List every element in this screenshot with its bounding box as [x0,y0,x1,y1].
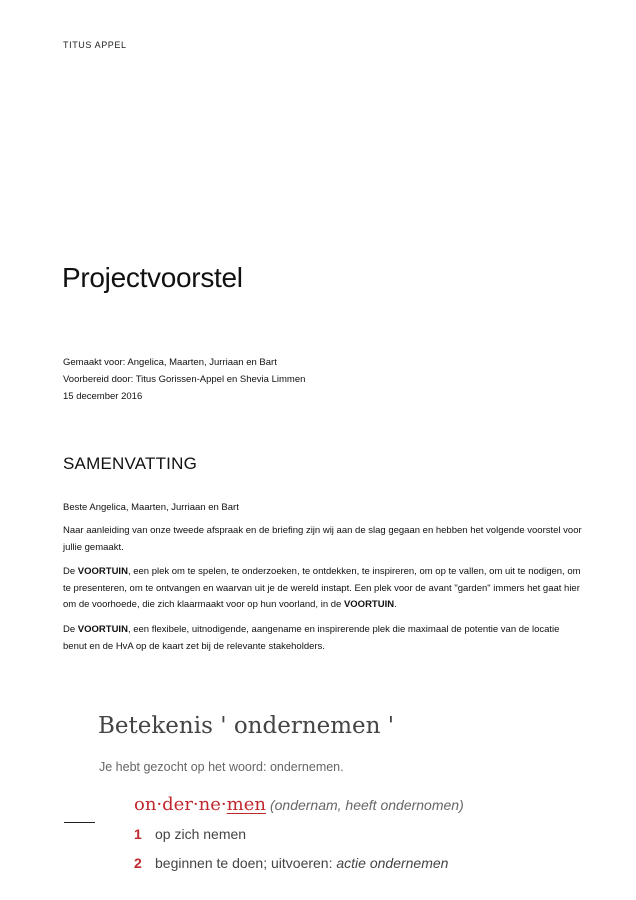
dictionary-entry [134,794,464,815]
brand-term: VOORTUIN [77,624,128,635]
document-meta [63,354,305,405]
summary-heading: SAMENVATTING [63,454,198,473]
definition-text: beginnen te doen; uitvoeren: [155,855,337,871]
text-run: , een plek om te spelen, te onderzoeken, te ontdekken, te inspireren, om op te vallen, om uit te nodigen, om te presenteren, om te ontvangen en waarvan uit je de wereld instapt. Een plek voor de avant "garden" immers het gaat hier om de voorhoede, die zich klaarmaakt voor op hun voorland, in de [63,566,581,610]
definition-item [134,855,448,871]
headword-syllables: on·der·ne· [134,794,227,815]
definition-example: actie ondernemen [336,855,449,871]
dictionary-search-note: Je hebt gezocht op het woord: ondernemen. [99,760,344,774]
definition-number: 1 [134,826,142,842]
document-title: Projectvoorstel [62,262,243,293]
dictionary-title: Betekenis ' ondernemen ' [98,713,395,739]
definition-text: op zich nemen [155,826,247,842]
prepared-for: Gemaakt voor: Angelica, Maarten, Jurriaan en Bart [63,357,277,368]
running-header: TITUS APPEL [63,40,127,50]
text-run: De [63,566,78,577]
text-run: , een flexibele, uitnodigende, aangename en inspirerende plek die maximaal de potentie van de locatie benut en de HvA op de kaart zet bij de relevante stakeholders. [63,624,560,652]
brand-term: VOORTUIN [343,599,395,610]
paragraph-voortuin-description [63,564,583,614]
definition-item [134,826,246,842]
brand-term: VOORTUIN [77,566,128,577]
prepared-by: Voorbereid door: Titus Gorissen-Appel en Shevia Limmen [63,374,306,385]
headword [134,794,266,815]
divider [64,822,95,823]
paragraph-voortuin-goal [63,622,583,655]
paragraph-intro: Naar aanleiding van onze tweede afspraak en de briefing zijn wij aan de slag gegaan en hebben het volgende voorstel voor jullie gemaakt. [63,525,582,553]
greeting: Beste Angelica, Maarten, Jurriaan en Bart [63,502,239,513]
headword-stressed-syllable: men [226,794,266,815]
text-run: De [63,624,78,635]
text-run: . [394,599,397,610]
grammar-forms: (ondernam, heeft ondernomen) [269,797,464,813]
document-date: 15 december 2016 [63,391,143,402]
definition-number: 2 [134,855,142,871]
